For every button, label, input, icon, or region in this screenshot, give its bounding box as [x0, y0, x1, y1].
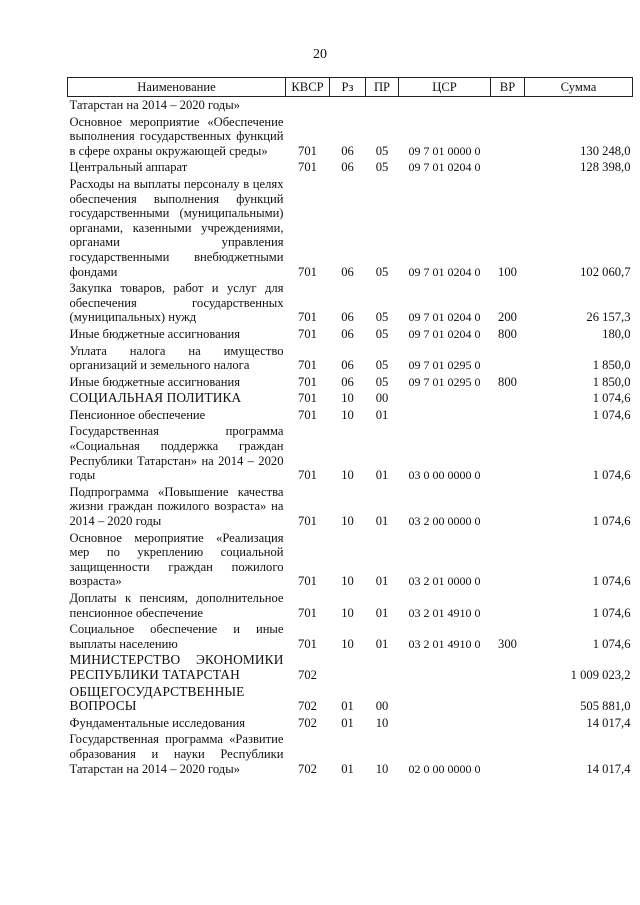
cell-pr: 05: [375, 264, 389, 279]
table-row: [68, 97, 633, 114]
cell-pr: [366, 97, 399, 114]
cell-kvsr: 701: [298, 636, 317, 651]
header-csr: ЦСР: [399, 78, 491, 97]
cell-vr: [491, 97, 525, 114]
cell-csr: [399, 97, 491, 114]
table-row: [68, 590, 633, 621]
cell-pr: 05: [375, 143, 389, 158]
cell-pr: 01: [375, 574, 389, 589]
table-row: [68, 684, 633, 715]
cell-sum: 14 017,4: [586, 761, 631, 776]
cell-name: Татарстан на 2014 – 2020 годы»: [69, 98, 240, 112]
cell-name: Основное мероприятие «Реализация мер по укреплению социальной защищенности граждан пожилого возраста»: [69, 530, 284, 589]
cell-kvsr: [286, 97, 330, 114]
cell-csr: [399, 390, 491, 407]
table-row: [68, 176, 633, 280]
cell-vr: 200: [498, 310, 517, 325]
cell-name: МИНИСТЕРСТВО ЭКОНОМИКИ РЕСПУБЛИКИ ТАТАРСТАН: [69, 652, 284, 682]
cell-csr: 09 7 01 0295 0: [408, 358, 481, 373]
table-row: [68, 652, 633, 683]
cell-sum: 1 074,6: [592, 468, 631, 483]
table-row: [68, 326, 633, 343]
cell-name: Государственная программа «Развитие образования и науки Республики Татарстан на 2014 – 2020 годы»: [69, 732, 284, 776]
cell-sum: 180,0: [602, 326, 631, 341]
cell-pr: 10: [375, 761, 389, 776]
cell-kvsr: 702: [298, 761, 317, 776]
cell-name: Государственная программа «Социальная поддержка граждан Республики Татарстан» на 2014 – 2020 годы: [69, 424, 284, 483]
table-header-row: [68, 78, 633, 97]
cell-sum: 102 060,7: [580, 264, 631, 279]
cell-rz: 10: [341, 407, 354, 422]
table-row: [68, 484, 633, 530]
cell-kvsr: 701: [298, 374, 317, 389]
cell-sum: 26 157,3: [586, 310, 631, 325]
cell-kvsr: 701: [298, 143, 317, 158]
cell-vr: [491, 530, 525, 590]
cell-name: Центральный аппарат: [69, 160, 188, 175]
table-row: [68, 407, 633, 424]
cell-csr: [399, 407, 491, 424]
cell-csr: 09 7 01 0000 0: [408, 143, 481, 158]
cell-name: Иные бюджетные ассигнования: [69, 374, 241, 389]
cell-rz: 06: [341, 264, 354, 279]
table-row: [68, 114, 633, 160]
cell-csr: 09 7 01 0204 0: [408, 160, 481, 175]
header-kvsr: КВСР: [286, 78, 330, 97]
cell-pr: [366, 652, 399, 683]
cell-csr: 03 2 01 0000 0: [408, 574, 481, 589]
cell-vr: [491, 159, 525, 176]
cell-sum: [525, 97, 633, 114]
cell-name: ОБЩЕГОСУДАРСТВЕННЫЕ ВОПРОСЫ: [69, 683, 245, 714]
cell-kvsr: 702: [298, 667, 317, 682]
cell-rz: 10: [341, 468, 354, 483]
budget-table: [67, 77, 633, 777]
cell-pr: 05: [375, 374, 389, 389]
table-row: [68, 374, 633, 391]
cell-sum: 505 881,0: [580, 699, 631, 714]
cell-csr: 03 2 01 4910 0: [408, 636, 481, 651]
cell-kvsr: 701: [298, 391, 317, 406]
cell-kvsr: 701: [298, 468, 317, 483]
cell-name: СОЦИАЛЬНАЯ ПОЛИТИКА: [69, 390, 242, 406]
cell-kvsr: 701: [298, 407, 317, 422]
cell-csr: [399, 684, 491, 715]
cell-name: Подпрограмма «Повышение качества жизни граждан пожилого возраста» на 2014 – 2020 годы: [69, 484, 284, 529]
table-row: [68, 159, 633, 176]
table-body: [68, 97, 633, 778]
cell-csr: [399, 652, 491, 683]
cell-rz: 06: [341, 143, 354, 158]
cell-csr: 09 7 01 0295 0: [408, 374, 481, 389]
cell-pr: 05: [375, 310, 389, 325]
cell-rz: 06: [341, 160, 354, 175]
table-row: [68, 715, 633, 732]
cell-sum: 1 074,6: [592, 574, 631, 589]
cell-pr: 01: [375, 468, 389, 483]
cell-pr: 00: [375, 391, 389, 406]
cell-csr: 02 0 00 0000 0: [408, 761, 481, 776]
cell-vr: 800: [498, 374, 517, 389]
cell-kvsr: 702: [298, 699, 317, 714]
cell-csr: 09 7 01 0204 0: [408, 310, 481, 325]
cell-kvsr: 702: [298, 715, 317, 730]
cell-pr: 00: [375, 699, 389, 714]
cell-kvsr: 701: [298, 358, 317, 373]
cell-rz: 06: [341, 374, 354, 389]
cell-sum: 1 009 023,2: [570, 667, 631, 682]
cell-name: Уплата налога на имущество организаций и земельного налога: [69, 343, 284, 373]
cell-kvsr: 701: [298, 310, 317, 325]
cell-csr: 09 7 01 0204 0: [408, 326, 481, 341]
table-row: [68, 423, 633, 483]
cell-vr: [491, 684, 525, 715]
cell-vr: [491, 423, 525, 483]
cell-kvsr: 701: [298, 605, 317, 620]
table-row: [68, 621, 633, 652]
cell-name: Иные бюджетные ассигнования: [69, 326, 241, 341]
cell-sum: 1 850,0: [592, 374, 631, 389]
cell-name: Пенсионное обеспечение: [69, 407, 206, 422]
cell-pr: 01: [375, 407, 389, 422]
cell-vr: [491, 652, 525, 683]
cell-pr: 05: [375, 326, 389, 341]
cell-kvsr: 701: [298, 264, 317, 279]
cell-sum: 128 398,0: [580, 160, 631, 175]
cell-rz: 01: [341, 761, 354, 776]
cell-pr: 05: [375, 160, 389, 175]
cell-sum: 1 074,6: [592, 407, 631, 422]
cell-kvsr: 701: [298, 160, 317, 175]
cell-rz: 10: [341, 514, 354, 529]
cell-vr: [491, 343, 525, 374]
cell-sum: 1 074,6: [592, 391, 631, 406]
cell-sum: 1 074,6: [592, 605, 631, 620]
cell-sum: 1 850,0: [592, 358, 631, 373]
cell-name: Расходы на выплаты персоналу в целях обеспечения выполнения функций государственными (муниципальными) органами, казенными учреждениями, органами управления государственными внебюджетными фондами: [69, 176, 284, 279]
cell-rz: 10: [341, 574, 354, 589]
cell-name: Фундаментальные исследования: [69, 715, 246, 730]
cell-pr: 10: [375, 715, 389, 730]
cell-pr: 01: [375, 605, 389, 620]
cell-sum: 130 248,0: [580, 143, 631, 158]
cell-pr: 05: [375, 358, 389, 373]
cell-rz: 06: [341, 310, 354, 325]
cell-vr: [491, 114, 525, 160]
cell-rz: 10: [341, 636, 354, 651]
cell-csr: 03 0 00 0000 0: [408, 468, 481, 483]
table-row: [68, 390, 633, 407]
header-name: Наименование: [68, 78, 286, 97]
cell-kvsr: 701: [298, 326, 317, 341]
cell-rz: [330, 652, 366, 683]
cell-vr: [491, 390, 525, 407]
cell-csr: [399, 715, 491, 732]
cell-vr: 100: [498, 264, 517, 279]
cell-csr: 09 7 01 0204 0: [408, 264, 481, 279]
cell-name: Доплаты к пенсиям, дополнительное пенсионное обеспечение: [69, 591, 284, 620]
table-row: [68, 343, 633, 374]
cell-sum: 1 074,6: [592, 636, 631, 651]
cell-csr: 03 2 01 4910 0: [408, 605, 481, 620]
table-row: [68, 731, 633, 777]
cell-sum: 14 017,4: [586, 715, 631, 730]
cell-sum: 1 074,6: [592, 514, 631, 529]
cell-rz: 01: [341, 699, 354, 714]
cell-rz: 10: [341, 605, 354, 620]
header-vr: ВР: [491, 78, 525, 97]
cell-csr: 03 2 00 0000 0: [408, 514, 481, 529]
cell-rz: 01: [341, 715, 354, 730]
header-pr: ПР: [366, 78, 399, 97]
cell-vr: [491, 731, 525, 777]
cell-pr: 01: [375, 514, 389, 529]
cell-rz: 06: [341, 358, 354, 373]
cell-vr: [491, 715, 525, 732]
cell-rz: 06: [341, 326, 354, 341]
cell-vr: 800: [498, 326, 517, 341]
header-rz: Рз: [330, 78, 366, 97]
cell-vr: [491, 484, 525, 530]
cell-vr: [491, 407, 525, 424]
table-row: [68, 530, 633, 590]
cell-name: Основное мероприятие «Обеспечение выполнения государственных функций в сфере охраны окружающей среды»: [69, 114, 284, 158]
cell-rz: [330, 97, 366, 114]
cell-kvsr: 701: [298, 514, 317, 529]
cell-rz: 10: [341, 391, 354, 406]
header-sum: Сумма: [525, 78, 633, 97]
page-number: 20: [313, 47, 327, 62]
cell-kvsr: 701: [298, 574, 317, 589]
cell-pr: 01: [375, 636, 389, 651]
cell-vr: 300: [498, 636, 517, 651]
cell-name: Социальное обеспечение и иные выплаты населению: [69, 622, 284, 651]
table-row: [68, 280, 633, 326]
cell-vr: [491, 590, 525, 621]
cell-name: Закупка товаров, работ и услуг для обеспечения государственных (муниципальных) нужд: [69, 281, 284, 325]
